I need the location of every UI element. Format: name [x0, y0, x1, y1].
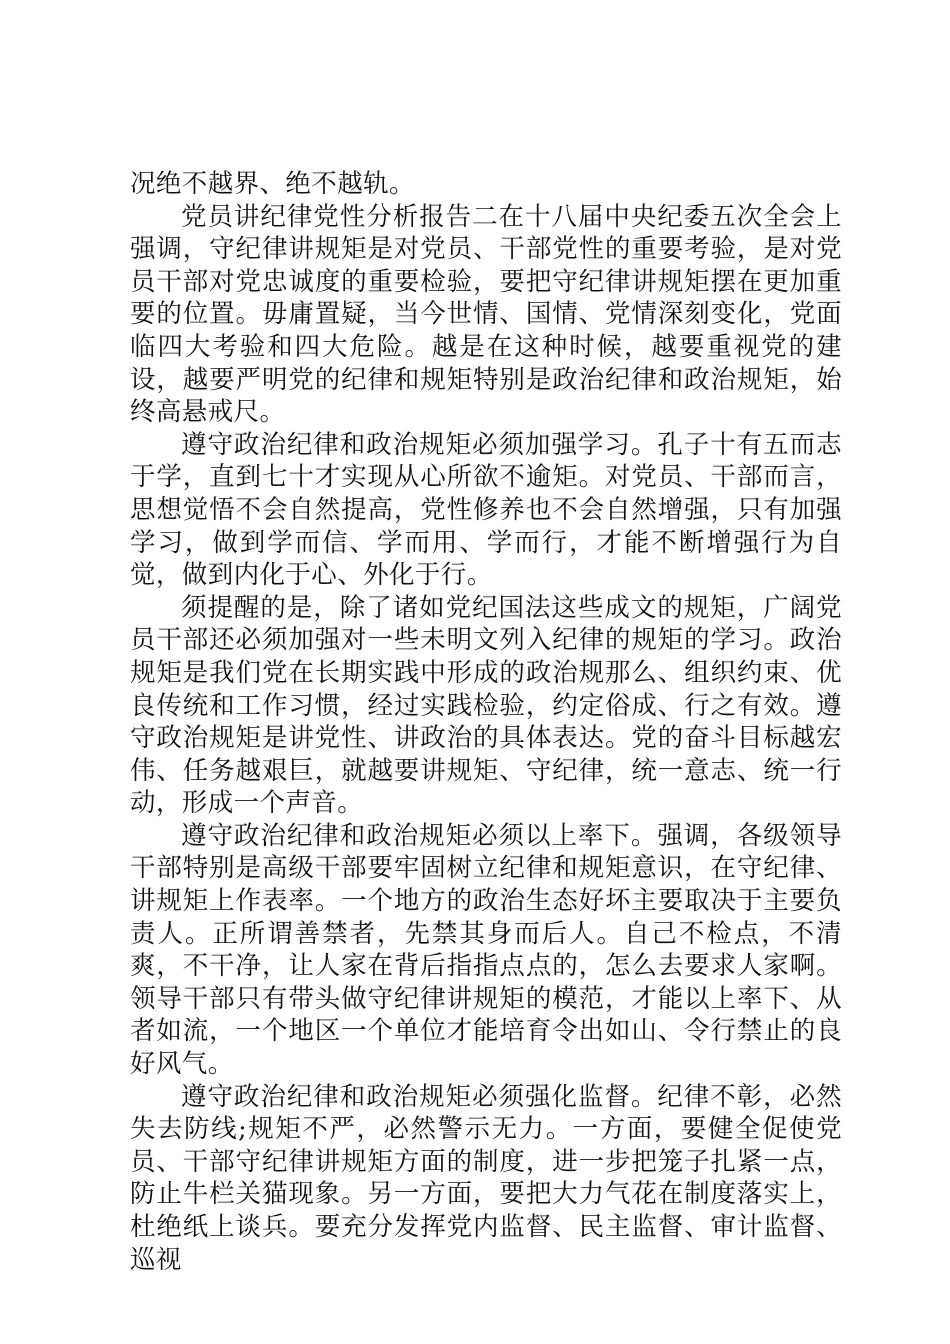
- paragraph-continuation: 况绝不越界、绝不越轨。: [130, 169, 415, 199]
- paragraph-lead-by-example: 遵守政治纪律和政治规矩必须以上率下。强调，各级领导干部特别是高级干部要牢固树立纪律和规矩意识，在守纪律、讲规矩上作表率。一个地方的政治生态好坏主要取决于主要负责人。正所谓善禁者，先禁其身而后人。自己不检点，不清爽，不干净，让人家在背后指指点点的，怎么去要求人家啊。领导干部只有带头做守纪律讲规矩的模范，才能以上率下、从者如流，一个地区一个单位才能培育令出如山、令行禁止的良好风气。: [130, 820, 842, 1080]
- paragraph-strengthen-supervision: 遵守政治纪律和政治规矩必须强化监督。纪律不彰，必然失去防线;规矩不严，必然警示无力。一方面，要健全促使党员、干部守纪律讲规矩方面的制度，进一步把笼子扎紧一点，防止牛栏关猫现象。另一方面，要把大力气花在制度落实上，杜绝纸上谈兵。要充分发挥党内监督、民主监督、审计监督、巡视: [130, 1081, 842, 1275]
- paragraph-strengthen-study: 遵守政治纪律和政治规矩必须加强学习。孔子十有五而志于学，直到七十才实现从心所欲不逾矩。对党员、干部而言，思想觉悟不会自然提高，党性修养也不会自然增强，只有加强学习，做到学而信、学而用、学而行，才能不断增强行为自觉，做到内化于心、外化于行。: [130, 429, 842, 591]
- paragraph-unwritten-rules: 须提醒的是，除了诸如党纪国法这些成文的规矩，广阔党员干部还必须加强对一些未明文列入纪律的规矩的学习。政治规矩是我们党在长期实践中形成的政治规那么、组织约束、优良传统和工作习惯，经过实践检验，约定俗成、行之有效。遵守政治规矩是讲党性、讲政治的具体表达。党的奋斗目标越宏伟、任务越艰巨，就越要讲规矩、守纪律，统一意志、统一行动，形成一个声音。: [130, 592, 842, 819]
- document-body: [130, 168, 842, 1276]
- paragraph-party-discipline-report: 党员讲纪律党性分析报告二在十八届中央纪委五次全会上强调，守纪律讲规矩是对党员、干部党性的重要考验，是对党员干部对党忠诚度的重要检验，要把守纪律讲规矩摆在更加重要的位置。毋庸置疑，当今世情、国情、党情深刻变化，党面临四大考验和四大危险。越是在这种时候，越要重视党的建设，越要严明党的纪律和规矩特别是政治纪律和政治规矩，始终高悬戒尺。: [130, 201, 842, 428]
